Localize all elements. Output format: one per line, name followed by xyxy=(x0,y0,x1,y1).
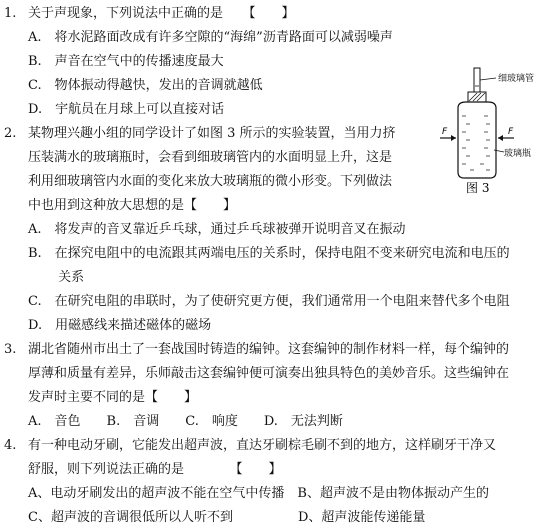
question-2-option-c: C. 在研究电阻的串联时，为了使研究更方便，我们通常用一个电阻来替代多个电阻 xyxy=(28,294,510,309)
question-2-stem-line-2: 压装满水的玻璃瓶时，会看到细玻璃管内的水面明显上升，这是 xyxy=(28,150,393,165)
question-4-options-row-2: C、超声波的音调很低所以人听不到 D、超声波能传递能量 xyxy=(28,510,426,525)
question-2-number: 2. xyxy=(4,126,17,141)
question-3-stem-line-1: 湖北省随州市出土了一套战国时铸造的编钟。这套编钟的制作材料一样，每个编钟的 xyxy=(28,342,510,357)
glass-bottle xyxy=(458,102,496,178)
question-3-number: 3. xyxy=(4,342,17,357)
question-4-options-row-1: A、电动牙刷发出的超声波不能在空气中传播 B、超声波不是由物体振动产生的 xyxy=(28,486,489,501)
question-3-options: A. 音色 B. 音调 C. 响度 D. 无法判断 xyxy=(28,414,343,429)
question-1-option-a: A. 将水泥路面改成有许多空隙的“海绵”沥青路面可以减弱噪声 xyxy=(28,30,393,45)
bottle-label: 玻璃瓶 xyxy=(504,149,532,159)
figure-3 xyxy=(432,64,552,204)
question-2-stem-line-1: 某物理兴趣小组的同学设计了如图 3 所示的实验装置，当用力挤 xyxy=(28,126,396,141)
question-2-stem-line-3: 利用细玻璃管内水面的变化来放大玻璃瓶的微小形变。下列做法 xyxy=(28,174,393,189)
question-2-option-a: A. 将发声的音叉靠近乒乓球，通过乒乓球被弹开说明音叉在振动 xyxy=(28,222,406,237)
bottle-diagram xyxy=(432,64,552,204)
force-label-left: F xyxy=(442,127,448,137)
question-4-number: 4. xyxy=(4,438,17,453)
question-4-stem-line-1: 有一种电动牙刷，它能发出超声波，直达牙刷棕毛刷不到的地方，这样刷牙干净又 xyxy=(28,438,497,453)
question-2-option-b: B. 在探究电阻中的电流跟其两端电压的关系时，保持电阻不变来研究电流和电压的 xyxy=(28,246,510,261)
question-4-stem-line-2: 舒服，则下列说法正确的是 【 】 xyxy=(28,462,282,477)
force-label-right: F xyxy=(508,127,514,137)
question-3-stem-line-3: 发声时主要不同的是【 】 xyxy=(28,390,198,405)
tube-label: 细玻璃管 xyxy=(498,74,535,84)
question-2-option-b-continued: 关系 xyxy=(28,270,85,285)
question-1-stem: 关于声现象，下列说法中正确的是 【 】 xyxy=(28,6,295,21)
question-1-option-b: B. 声音在空气中的传播速度最大 xyxy=(28,54,224,69)
question-1-option-c: C. 物体振动得越快，发出的音调就越低 xyxy=(28,78,263,93)
question-2-stem-line-4: 中也用到这种放大思想的是【 】 xyxy=(28,198,237,213)
question-1-number: 1. xyxy=(4,6,17,21)
question-2-option-d: D. 用磁感线来描述磁体的磁场 xyxy=(28,318,212,333)
question-3-stem-line-2: 厚薄和质量有差异，乐师敲击这套编钟便可演奏出独具特色的美妙音乐。这些编钟在 xyxy=(28,366,510,381)
question-1-option-d: D. 宇航员在月球上可以直接对话 xyxy=(28,102,225,117)
tube-leader-line xyxy=(480,78,496,80)
figure-caption: 图 3 xyxy=(466,181,490,195)
